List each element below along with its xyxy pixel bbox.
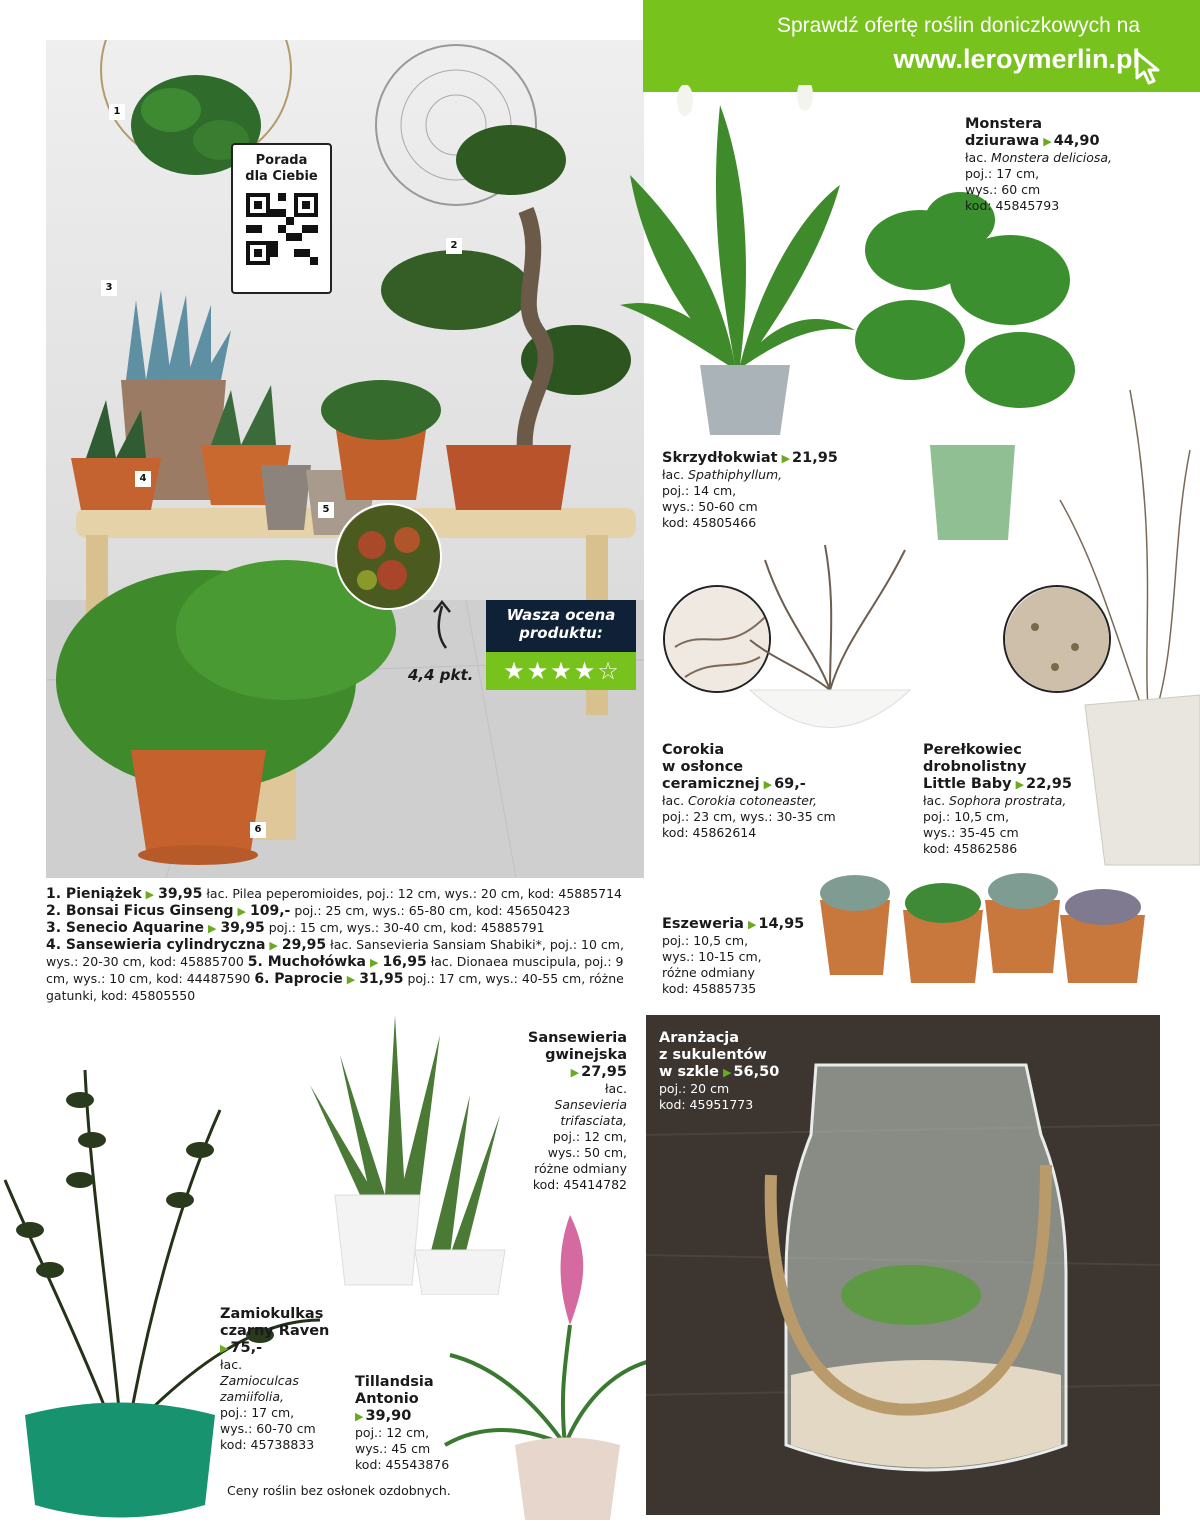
rating-stars — [486, 652, 636, 690]
product-rating-badge — [486, 600, 636, 692]
list-item: 1. Pieniążek ▶ 39,95 łac. Pilea peperomioides, poj.: 12 cm, wys.: 20 cm, kod: 45885714 — [46, 886, 622, 902]
photo-number-3: 3 — [101, 280, 117, 296]
qr-title-line2: dla Ciebie — [245, 169, 318, 184]
footnote: Ceny roślin bez osłonek ozdobnych. — [227, 1483, 451, 1498]
banner-url-link[interactable]: www.leroymerlin.pl — [893, 44, 1140, 74]
star-icon: ★ — [526, 657, 549, 685]
star-half-icon: ☆ — [597, 657, 619, 685]
qr-advice-box[interactable] — [231, 143, 332, 294]
list-item: 4. Sansewieria cylindryczna ▶ 29,95 łac. Sansevieria Sansiam Shabiki*, poj.: 10 cm, wys.: 20-30 cm, kod: 45885700 — [46, 937, 624, 969]
banner-text: Sprawdź ofertę roślin doniczkowych na — [776, 14, 1140, 37]
qr-title-line1: Porada — [255, 153, 308, 168]
rating-title-line2: produktu: — [519, 624, 603, 642]
peace-lily-image — [610, 85, 860, 440]
photo-number-6: 6 — [250, 822, 266, 838]
rating-title-line1: Wasza ocena — [506, 606, 616, 624]
star-icon: ★ — [550, 657, 572, 685]
photo-number-2: 2 — [446, 238, 462, 254]
spathiphyllum-label: Skrzydłokwiat ▶ 21,95 łac. Spathiphyllum, poj.: 14 cm, wys.: 50-60 cm kod: 45805466 — [662, 450, 838, 531]
monstera-label: Monstera dziurawa ▶ 44,90 łac. Monstera deliciosa, poj.: 17 cm, wys.: 60 cm kod: 45845793 — [965, 116, 1112, 214]
echeveria-pots-image — [815, 865, 1150, 985]
corokia-image — [745, 540, 915, 765]
room-photo — [46, 40, 644, 878]
arrow-up-icon — [428, 600, 458, 650]
cursor-arrow-icon — [1134, 50, 1162, 86]
tillandsia-label: Tillandsia Antonio ▶ 39,90 poj.: 12 cm, wys.: 45 cm kod: 45543876 — [355, 1374, 449, 1473]
photo-number-1: 1 — [109, 104, 125, 120]
terrarium-label: Aranżacja z sukulentów w szkle ▶ 56,50 poj.: 20 cm kod: 45951773 — [659, 1030, 779, 1113]
corokia-label: Corokia w osłonce ceramicznej ▶ 69,- łac. Corokia cotoneaster, poj.: 23 cm, wys.: 30-35 cm kod: 45862614 — [662, 742, 836, 841]
echeveria-label: Eszeweria ▶ 14,95 poj.: 10,5 cm, wys.: 10-15 cm, różne odmiany kod: 45885735 — [662, 916, 804, 997]
flytrap-inset-image — [335, 503, 442, 610]
tillandsia-image — [440, 1195, 660, 1520]
star-icon: ★ — [573, 657, 596, 685]
qr-code-icon — [246, 193, 318, 265]
list-item: 6. Paprocie ▶ 31,95 poj.: 17 cm, wys.: 40-55 cm, różne gatunki, kod: 45805550 — [46, 971, 624, 1003]
list-item: 5. Muchołówka ▶ 16,95 łac. Dionaea muscipula, poj.: 9 cm, wys.: 10 cm, kod: 44487590 — [46, 954, 624, 986]
zamioculcas-label: Zamiokulkas czarny Raven ▶ 75,- łac. Zamioculcas zamiifolia, poj.: 17 cm, wys.: 60-70 cm kod: 45738833 — [220, 1306, 329, 1453]
photo-number-5: 5 — [318, 502, 334, 518]
rating-score: 4,4 pkt. — [408, 666, 474, 684]
zamioculcas-image — [0, 1060, 330, 1525]
list-item: 2. Bonsai Ficus Ginseng ▶ 109,- poj.: 25 cm, wys.: 65-80 cm, kod: 45650423 — [46, 903, 571, 919]
website-banner[interactable] — [643, 0, 1200, 92]
list-item: 3. Senecio Aquarine ▶ 39,95 poj.: 15 cm, wys.: 30-40 cm, kod: 45885791 — [46, 920, 545, 936]
star-icon: ★ — [503, 657, 525, 685]
sophora-label: Perełkowiec drobnolistny Little Baby ▶ 22,95 łac. Sophora prostrata, poj.: 10,5 cm, wys.: 35-45 cm kod: 45862586 — [923, 742, 1072, 857]
photo-number-4: 4 — [135, 471, 151, 487]
numbered-product-list — [46, 886, 646, 1004]
sansevieria-label: Sansewieria gwinejska ▶ 27,95 łac. Sansevieria trifasciata, poj.: 12 cm, wys.: 50 cm, różne odmiany kod: 45414782 — [500, 1030, 627, 1193]
